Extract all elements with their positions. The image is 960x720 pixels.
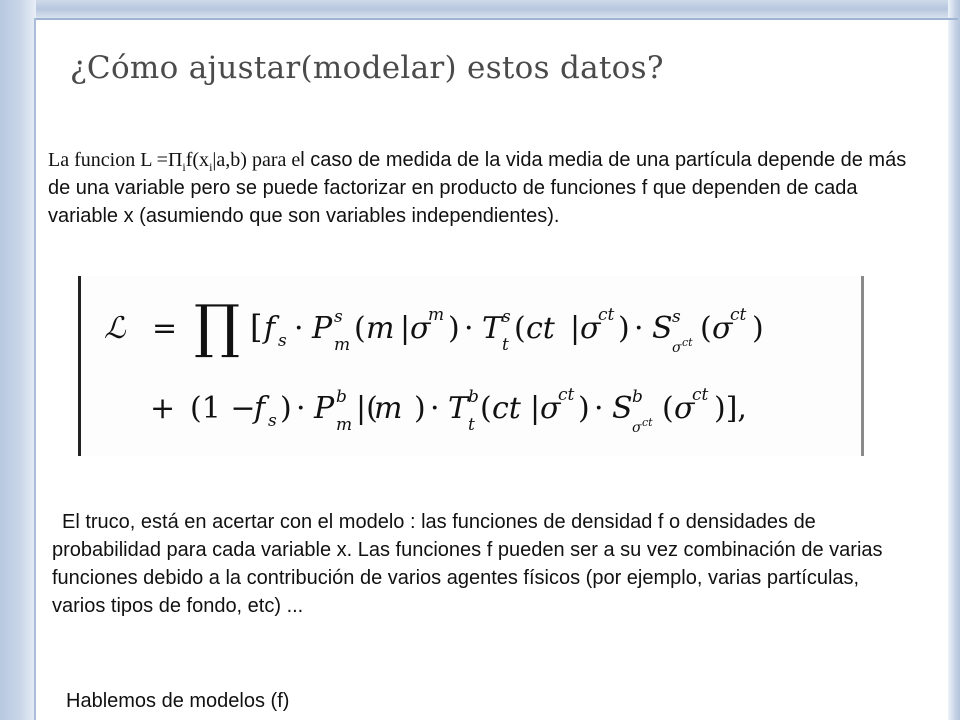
svg-text:s: s: [672, 307, 681, 327]
formula-image: [78, 276, 864, 456]
svg-text:·: ·: [296, 391, 306, 426]
svg-text:σ: σ: [712, 311, 733, 346]
likelihood-formula: [78, 276, 864, 456]
svg-text:m: m: [334, 335, 351, 355]
svg-text:·: ·: [430, 391, 440, 426]
svg-text:m: m: [336, 415, 353, 435]
svg-text:ct: ct: [692, 385, 709, 405]
svg-text:s: s: [334, 307, 343, 327]
svg-text:ct: ct: [492, 391, 521, 426]
svg-text:P: P: [314, 391, 335, 426]
svg-text:b: b: [336, 387, 347, 407]
svg-text:(: (: [662, 391, 674, 426]
slide-frame-inner-left-line: [34, 18, 36, 720]
svg-text:·: ·: [294, 311, 304, 346]
svg-text:b: b: [632, 387, 643, 407]
svg-text:s: s: [502, 307, 511, 327]
svg-text:ct: ct: [642, 416, 653, 429]
svg-text:): ): [578, 391, 590, 426]
slide-frame-top: [0, 0, 960, 20]
model-paragraph: El truco, está en acertar con el modelo : las funciones de densidad f o densidades de probabilidad para cada variable x. Las funciones f pueden ser a su vez combinación de varias funciones debido a la contribución de varios agentes físicos (por ejemplo, varias partículas, varios tipos de fondo, etc) ...: [52, 511, 883, 617]
svg-text:m: m: [428, 305, 445, 325]
index-subscript: i: [182, 160, 186, 174]
svg-text:t: t: [502, 335, 509, 355]
svg-text:∏: ∏: [194, 292, 241, 360]
svg-text:ct: ct: [558, 385, 575, 405]
svg-text:): ): [414, 391, 426, 426]
svg-text:s: s: [278, 331, 287, 351]
svg-text:|: |: [530, 391, 541, 426]
svg-text:(: (: [700, 311, 712, 346]
svg-text:(1 −: (1 −: [190, 391, 256, 426]
svg-text:·: ·: [594, 391, 604, 426]
svg-text:T: T: [448, 391, 469, 426]
slide-frame-inner-top-line: [34, 18, 958, 20]
index-subscript: i: [209, 160, 213, 174]
svg-text:): ): [448, 311, 460, 346]
svg-text:b: b: [468, 387, 479, 407]
svg-text:σ: σ: [672, 340, 682, 356]
likelihood-expression: [48, 149, 301, 174]
svg-text:·: ·: [634, 311, 644, 346]
svg-text:|: |: [400, 311, 411, 346]
svg-text:(: (: [480, 391, 492, 426]
closing-line: Hablemos de modelos (f): [66, 690, 290, 712]
svg-text:ct: ct: [598, 305, 615, 325]
svg-text:t: t: [468, 415, 475, 435]
svg-text:ct: ct: [730, 305, 747, 325]
svg-text:σ: σ: [410, 311, 431, 346]
svg-text:): ): [280, 391, 292, 426]
svg-text:ct: ct: [526, 311, 555, 346]
intro-paragraph: [48, 146, 928, 230]
svg-text:)],: )],: [714, 391, 747, 426]
svg-text:m: m: [374, 391, 403, 426]
svg-text:|(: |(: [356, 391, 378, 426]
svg-text:P: P: [312, 311, 333, 346]
svg-text:): ): [752, 311, 764, 346]
likelihood-args: |a,b) para e: [212, 149, 301, 171]
intro-text: l caso de medida de la vida media de una partícula depende de más de una variable pero se puede factorizar en producto de funciones f que dependen de cada variable x (asumiendo que son variables independientes).: [48, 149, 907, 227]
svg-text:m: m: [366, 311, 395, 346]
likelihood-prefix: La funcion L =Π: [48, 149, 183, 171]
svg-text:σ: σ: [632, 420, 642, 436]
svg-text:S: S: [612, 391, 633, 426]
slide-frame-left: [0, 0, 36, 720]
svg-text:ct: ct: [682, 336, 693, 349]
slide-title: ¿Cómo ajustar(modelar) estos datos?: [70, 50, 664, 86]
svg-text:·: ·: [464, 311, 474, 346]
svg-text:f: f: [264, 311, 276, 346]
svg-text:s: s: [268, 411, 277, 431]
svg-text:+: +: [150, 391, 176, 426]
svg-text:|: |: [570, 311, 581, 346]
svg-text:(: (: [354, 311, 366, 346]
slide-frame-right: [948, 0, 960, 720]
svg-text:S: S: [652, 311, 673, 346]
svg-text:[: [: [250, 308, 263, 346]
svg-text:): ): [618, 311, 630, 346]
svg-text:f: f: [254, 391, 266, 426]
svg-text:=: =: [152, 311, 178, 346]
svg-text:(: (: [514, 311, 526, 346]
svg-text:T: T: [482, 311, 503, 346]
svg-text:σ: σ: [540, 391, 561, 426]
svg-text:σ: σ: [580, 311, 601, 346]
svg-text:σ: σ: [674, 391, 695, 426]
svg-text:ℒ: ℒ: [104, 311, 126, 346]
likelihood-mid: f(x: [185, 149, 210, 171]
